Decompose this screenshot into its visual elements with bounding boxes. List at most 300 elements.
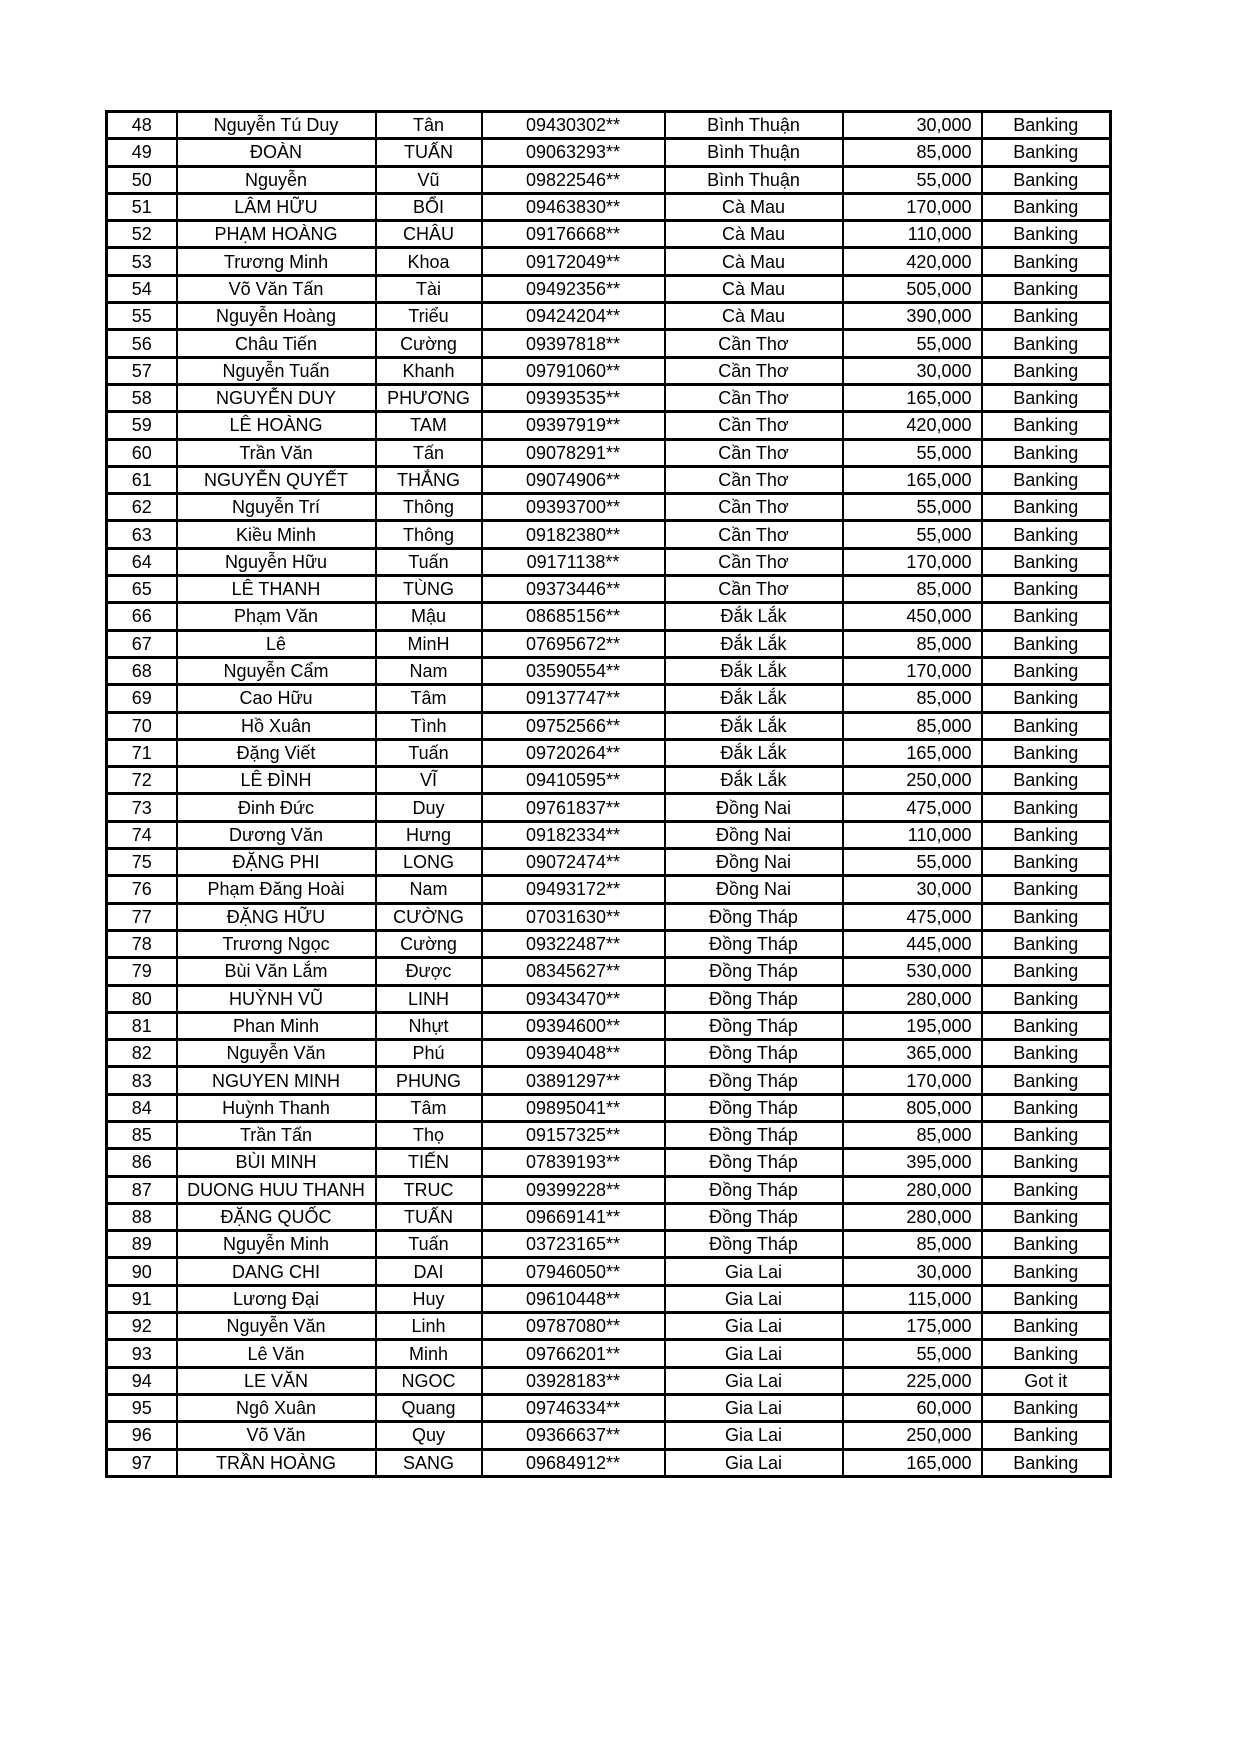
payment-method-cell: Banking [982,1449,1111,1476]
province-cell: Cà Mau [665,275,843,302]
amount-cell: 30,000 [843,1258,982,1285]
amount-cell: 450,000 [843,603,982,630]
table-row [107,1340,1111,1367]
first-name-cell: PHƯƠNG [376,384,482,411]
first-name-cell: Quy [376,1422,482,1449]
payment-method-cell: Banking [982,357,1111,384]
phone-cell: 03590554** [482,657,665,684]
first-name-cell: LONG [376,849,482,876]
payment-method-cell: Banking [982,958,1111,985]
last-name-cell: Nguyễn Văn [177,1040,376,1067]
amount-cell: 475,000 [843,903,982,930]
row-number-cell: 89 [107,1231,177,1258]
table-row [107,221,1111,248]
row-number-cell: 96 [107,1422,177,1449]
phone-cell: 09172049** [482,248,665,275]
province-cell: Gia Lai [665,1394,843,1421]
table-row [107,139,1111,166]
table-row [107,958,1111,985]
amount-cell: 165,000 [843,384,982,411]
amount-cell: 55,000 [843,521,982,548]
row-number-cell: 60 [107,439,177,466]
row-number-cell: 93 [107,1340,177,1367]
last-name-cell: Võ Văn [177,1422,376,1449]
province-cell: Đồng Nai [665,876,843,903]
row-number-cell: 58 [107,384,177,411]
row-number-cell: 85 [107,1121,177,1148]
payment-method-cell: Banking [982,930,1111,957]
phone-cell: 09397818** [482,330,665,357]
phone-cell: 09074906** [482,466,665,493]
table-row [107,1258,1111,1285]
phone-cell: 09393535** [482,384,665,411]
province-cell: Đồng Tháp [665,1012,843,1039]
amount-cell: 55,000 [843,1340,982,1367]
last-name-cell: LÊ ĐÌNH [177,767,376,794]
last-name-cell: ĐOÀN [177,139,376,166]
amount-cell: 110,000 [843,821,982,848]
amount-cell: 225,000 [843,1367,982,1394]
row-number-cell: 70 [107,712,177,739]
payment-method-cell: Banking [982,903,1111,930]
first-name-cell: Nam [376,657,482,684]
province-cell: Cần Thơ [665,439,843,466]
table-row [107,1040,1111,1067]
row-number-cell: 77 [107,903,177,930]
first-name-cell: TUẤN [376,1203,482,1230]
table-row [107,248,1111,275]
province-cell: Đồng Tháp [665,985,843,1012]
payment-method-cell: Banking [982,412,1111,439]
table-row [107,548,1111,575]
first-name-cell: DAI [376,1258,482,1285]
row-number-cell: 54 [107,275,177,302]
row-number-cell: 71 [107,739,177,766]
phone-cell: 09424204** [482,303,665,330]
payment-method-cell: Banking [982,739,1111,766]
amount-cell: 165,000 [843,739,982,766]
amount-cell: 170,000 [843,548,982,575]
table-row [107,1313,1111,1340]
first-name-cell: TAM [376,412,482,439]
province-cell: Đồng Tháp [665,1040,843,1067]
amount-cell: 445,000 [843,930,982,957]
phone-cell: 09343470** [482,985,665,1012]
first-name-cell: BỔI [376,193,482,220]
payment-method-cell: Banking [982,794,1111,821]
payment-method-cell: Banking [982,1067,1111,1094]
amount-cell: 175,000 [843,1313,982,1340]
province-cell: Đắk Lắk [665,767,843,794]
first-name-cell: Nhựt [376,1012,482,1039]
payment-method-cell: Banking [982,494,1111,521]
last-name-cell: Trần Văn [177,439,376,466]
first-name-cell: SANG [376,1449,482,1476]
table-row [107,821,1111,848]
amount-cell: 85,000 [843,576,982,603]
first-name-cell: Được [376,958,482,985]
row-number-cell: 88 [107,1203,177,1230]
table-row [107,767,1111,794]
amount-cell: 170,000 [843,1067,982,1094]
last-name-cell: Ngô Xuân [177,1394,376,1421]
first-name-cell: Triểu [376,303,482,330]
payment-method-cell: Banking [982,330,1111,357]
phone-cell: 09322487** [482,930,665,957]
province-cell: Đồng Tháp [665,1094,843,1121]
first-name-cell: Nam [376,876,482,903]
province-cell: Đắk Lắk [665,603,843,630]
first-name-cell: Duy [376,794,482,821]
amount-cell: 55,000 [843,166,982,193]
province-cell: Đồng Tháp [665,1149,843,1176]
phone-cell: 09766201** [482,1340,665,1367]
last-name-cell: NGUYEN MINH [177,1067,376,1094]
last-name-cell: Lê Văn [177,1340,376,1367]
province-cell: Gia Lai [665,1367,843,1394]
table-row [107,630,1111,657]
table-row [107,1094,1111,1121]
province-cell: Đắk Lắk [665,739,843,766]
province-cell: Đồng Tháp [665,1121,843,1148]
table-row [107,576,1111,603]
last-name-cell: TRẦN HOÀNG [177,1449,376,1476]
province-cell: Bình Thuận [665,166,843,193]
payment-method-cell: Banking [982,1394,1111,1421]
table-row [107,876,1111,903]
row-number-cell: 76 [107,876,177,903]
row-number-cell: 49 [107,139,177,166]
amount-cell: 505,000 [843,275,982,302]
phone-cell: 09669141** [482,1203,665,1230]
row-number-cell: 97 [107,1449,177,1476]
phone-cell: 09610448** [482,1285,665,1312]
last-name-cell: Trần Tấn [177,1121,376,1148]
payment-method-cell: Banking [982,849,1111,876]
last-name-cell: Kiều Minh [177,521,376,548]
province-cell: Cần Thơ [665,357,843,384]
first-name-cell: Thọ [376,1121,482,1148]
payment-method-cell: Banking [982,576,1111,603]
phone-cell: 09394048** [482,1040,665,1067]
row-number-cell: 62 [107,494,177,521]
payment-method-cell: Banking [982,248,1111,275]
payment-method-cell: Banking [982,303,1111,330]
row-number-cell: 91 [107,1285,177,1312]
last-name-cell: Hồ Xuân [177,712,376,739]
last-name-cell: LÂM HỮU [177,193,376,220]
row-number-cell: 67 [107,630,177,657]
last-name-cell: Nguyễn [177,166,376,193]
last-name-cell: Nguyễn Tuấn [177,357,376,384]
table-row [107,412,1111,439]
row-number-cell: 75 [107,849,177,876]
last-name-cell: LE VĂN [177,1367,376,1394]
amount-cell: 85,000 [843,139,982,166]
last-name-cell: LÊ HOÀNG [177,412,376,439]
table-row [107,166,1111,193]
amount-cell: 115,000 [843,1285,982,1312]
phone-cell: 09063293** [482,139,665,166]
phone-cell: 08345627** [482,958,665,985]
row-number-cell: 86 [107,1149,177,1176]
payment-method-cell: Banking [982,384,1111,411]
province-cell: Gia Lai [665,1313,843,1340]
payment-method-cell: Banking [982,1012,1111,1039]
row-number-cell: 84 [107,1094,177,1121]
first-name-cell: TIẾN [376,1149,482,1176]
first-name-cell: NGOC [376,1367,482,1394]
first-name-cell: Tài [376,275,482,302]
payment-method-cell: Banking [982,985,1111,1012]
phone-cell: 09157325** [482,1121,665,1148]
payment-method-cell: Banking [982,193,1111,220]
table-row [107,1285,1111,1312]
row-number-cell: 65 [107,576,177,603]
amount-cell: 85,000 [843,1121,982,1148]
amount-cell: 85,000 [843,685,982,712]
table-row [107,330,1111,357]
first-name-cell: TUẤN [376,139,482,166]
table-row [107,712,1111,739]
amount-cell: 280,000 [843,985,982,1012]
last-name-cell: Trương Minh [177,248,376,275]
table-row [107,930,1111,957]
first-name-cell: Thông [376,521,482,548]
row-number-cell: 94 [107,1367,177,1394]
phone-cell: 03723165** [482,1231,665,1258]
payment-method-cell: Banking [982,712,1111,739]
province-cell: Bình Thuận [665,112,843,139]
first-name-cell: Khoa [376,248,482,275]
first-name-cell: Phú [376,1040,482,1067]
amount-cell: 390,000 [843,303,982,330]
phone-cell: 09182380** [482,521,665,548]
first-name-cell: TÙNG [376,576,482,603]
province-cell: Cần Thơ [665,384,843,411]
table-row [107,1422,1111,1449]
amount-cell: 30,000 [843,357,982,384]
amount-cell: 85,000 [843,1231,982,1258]
last-name-cell: Châu Tiến [177,330,376,357]
amount-cell: 250,000 [843,767,982,794]
province-cell: Cà Mau [665,303,843,330]
row-number-cell: 69 [107,685,177,712]
table-row [107,985,1111,1012]
first-name-cell: LINH [376,985,482,1012]
row-number-cell: 48 [107,112,177,139]
province-cell: Cần Thơ [665,494,843,521]
phone-cell: 09746334** [482,1394,665,1421]
payment-method-cell: Banking [982,112,1111,139]
amount-cell: 280,000 [843,1176,982,1203]
table-row [107,193,1111,220]
amount-cell: 85,000 [843,712,982,739]
first-name-cell: Tâm [376,685,482,712]
table-row [107,303,1111,330]
row-number-cell: 92 [107,1313,177,1340]
first-name-cell: Hưng [376,821,482,848]
row-number-cell: 72 [107,767,177,794]
payment-method-cell: Banking [982,1176,1111,1203]
phone-cell: 07839193** [482,1149,665,1176]
phone-cell: 09822546** [482,166,665,193]
last-name-cell: Nguyễn Hoàng [177,303,376,330]
row-number-cell: 68 [107,657,177,684]
last-name-cell: ĐẶNG PHI [177,849,376,876]
phone-cell: 07695672** [482,630,665,657]
first-name-cell: Tình [376,712,482,739]
payment-method-cell: Banking [982,548,1111,575]
payment-method-cell: Banking [982,1040,1111,1067]
last-name-cell: Cao Hữu [177,685,376,712]
amount-cell: 530,000 [843,958,982,985]
province-cell: Cần Thơ [665,466,843,493]
amount-cell: 85,000 [843,630,982,657]
table-row [107,1149,1111,1176]
province-cell: Đồng Nai [665,794,843,821]
phone-cell: 09410595** [482,767,665,794]
table-row [107,794,1111,821]
table-row [107,1176,1111,1203]
phone-cell: 09072474** [482,849,665,876]
payment-method-cell: Banking [982,521,1111,548]
last-name-cell: ĐẶNG HỮU [177,903,376,930]
province-cell: Cà Mau [665,193,843,220]
province-cell: Cần Thơ [665,330,843,357]
last-name-cell: Huỳnh Thanh [177,1094,376,1121]
last-name-cell: DUONG HUU THANH [177,1176,376,1203]
row-number-cell: 74 [107,821,177,848]
amount-cell: 55,000 [843,330,982,357]
row-number-cell: 56 [107,330,177,357]
phone-cell: 09078291** [482,439,665,466]
phone-cell: 09895041** [482,1094,665,1121]
row-number-cell: 82 [107,1040,177,1067]
phone-cell: 09787080** [482,1313,665,1340]
phone-cell: 09397919** [482,412,665,439]
province-cell: Gia Lai [665,1340,843,1367]
table-row [107,384,1111,411]
payment-method-cell: Banking [982,1285,1111,1312]
phone-cell: 09137747** [482,685,665,712]
payment-method-cell: Banking [982,603,1111,630]
phone-cell: 09366637** [482,1422,665,1449]
last-name-cell: Trương Ngọc [177,930,376,957]
last-name-cell: Võ Văn Tấn [177,275,376,302]
province-cell: Cần Thơ [665,548,843,575]
payment-method-cell: Banking [982,1203,1111,1230]
payment-method-cell: Got it [982,1367,1111,1394]
amount-cell: 55,000 [843,494,982,521]
province-cell: Gia Lai [665,1422,843,1449]
province-cell: Cần Thơ [665,521,843,548]
amount-cell: 250,000 [843,1422,982,1449]
amount-cell: 805,000 [843,1094,982,1121]
last-name-cell: PHẠM HOÀNG [177,221,376,248]
province-cell: Cần Thơ [665,576,843,603]
amount-cell: 170,000 [843,193,982,220]
table-row [107,903,1111,930]
amount-cell: 420,000 [843,412,982,439]
phone-cell: 09761837** [482,794,665,821]
table-row [107,739,1111,766]
table-row [107,1367,1111,1394]
phone-cell: 09176668** [482,221,665,248]
province-cell: Đắk Lắk [665,685,843,712]
first-name-cell: Tấn [376,439,482,466]
first-name-cell: THẮNG [376,466,482,493]
last-name-cell: Nguyễn Cẩm [177,657,376,684]
last-name-cell: Lương Đại [177,1285,376,1312]
payment-method-cell: Banking [982,1313,1111,1340]
province-cell: Cần Thơ [665,412,843,439]
last-name-cell: Đặng Viết [177,739,376,766]
province-cell: Đắk Lắk [665,657,843,684]
amount-cell: 395,000 [843,1149,982,1176]
payment-method-cell: Banking [982,439,1111,466]
amount-cell: 30,000 [843,112,982,139]
last-name-cell: Dương Văn [177,821,376,848]
province-cell: Bình Thuận [665,139,843,166]
province-cell: Đồng Nai [665,849,843,876]
payment-method-cell: Banking [982,685,1111,712]
province-cell: Đồng Tháp [665,1176,843,1203]
province-cell: Đồng Tháp [665,903,843,930]
province-cell: Đắk Lắk [665,712,843,739]
province-cell: Đồng Tháp [665,930,843,957]
payment-method-cell: Banking [982,767,1111,794]
table-row [107,1067,1111,1094]
amount-cell: 110,000 [843,221,982,248]
table-row [107,1394,1111,1421]
first-name-cell: Vũ [376,166,482,193]
last-name-cell: Nguyễn Văn [177,1313,376,1340]
table-row [107,1121,1111,1148]
phone-cell: 09171138** [482,548,665,575]
first-name-cell: TRUC [376,1176,482,1203]
amount-cell: 170,000 [843,657,982,684]
province-cell: Gia Lai [665,1285,843,1312]
row-number-cell: 79 [107,958,177,985]
first-name-cell: Tuấn [376,548,482,575]
phone-cell: 07031630** [482,903,665,930]
last-name-cell: LÊ THANH [177,576,376,603]
phone-cell: 09791060** [482,357,665,384]
first-name-cell: Tuấn [376,739,482,766]
table-row [107,1012,1111,1039]
table-row [107,275,1111,302]
first-name-cell: Cường [376,930,482,957]
row-number-cell: 51 [107,193,177,220]
table-row [107,685,1111,712]
first-name-cell: MinH [376,630,482,657]
province-cell: Đồng Tháp [665,1231,843,1258]
payment-method-cell: Banking [982,466,1111,493]
row-number-cell: 90 [107,1258,177,1285]
last-name-cell: Phạm Văn [177,603,376,630]
amount-cell: 165,000 [843,1449,982,1476]
amount-cell: 55,000 [843,439,982,466]
row-number-cell: 64 [107,548,177,575]
row-number-cell: 53 [107,248,177,275]
first-name-cell: Tuấn [376,1231,482,1258]
payment-method-cell: Banking [982,139,1111,166]
first-name-cell: Tâm [376,1094,482,1121]
row-number-cell: 78 [107,930,177,957]
phone-cell: 09373446** [482,576,665,603]
province-cell: Đắk Lắk [665,630,843,657]
